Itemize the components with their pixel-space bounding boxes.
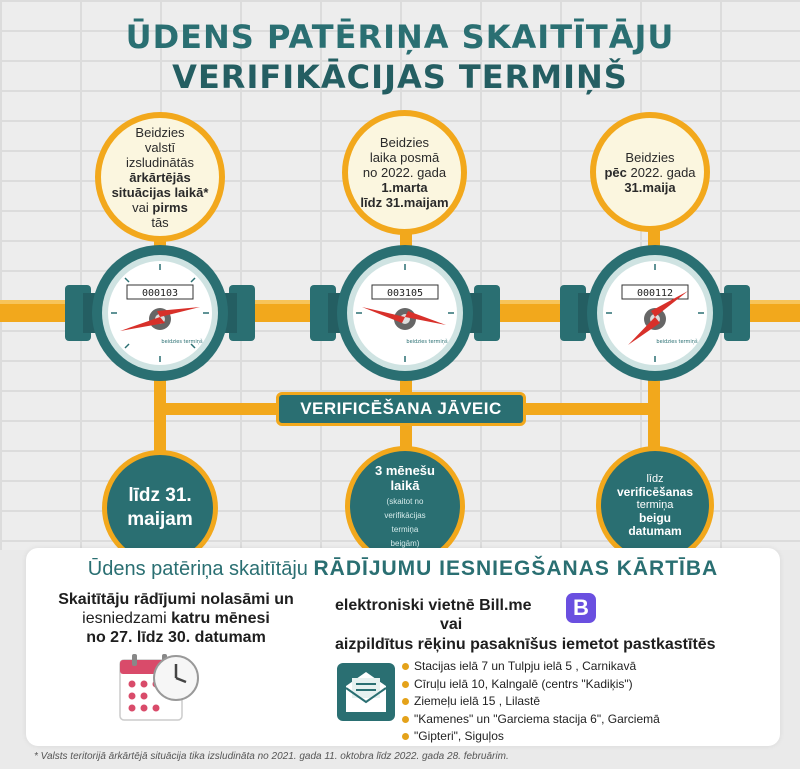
- calendar-clock-icon: [118, 650, 202, 726]
- mailbox-text: aizpildītus rēķinu pasaknīšus iemetot pastkastītēs: [335, 636, 716, 653]
- list-item: Ziemeļu ielā 15 , Lilastē: [400, 693, 660, 711]
- meter-reading: 000112: [636, 288, 674, 299]
- meter-brand: beidzies termiņš: [406, 339, 448, 345]
- deadline-circle-may: līdz 31. maijam: [102, 450, 218, 566]
- meter-reading: 000103: [141, 288, 179, 299]
- page-title-line1: ŪDENS PATĒRIŅA SKAITĪTĀJU: [125, 18, 675, 56]
- condition-bubble-emergency: Beidzies valstī izsludinātās ārkārtējās situācijas laikā* vai pirms tās: [95, 112, 225, 242]
- footnote: * Valsts teritorijā ārkārtējā situācija tika izsludināta no 2021. gada 11. oktobra līdz 2022. gada 28. februārim.: [34, 751, 509, 762]
- page-title-line2: VERIFIKĀCIJAS TERMIŅŠ: [172, 58, 628, 96]
- submission-schedule-text: Skaitītāju rādījumi nolasāmi un iesniedzami katru mēnesi no 27. līdz 30. datumam: [58, 591, 294, 646]
- condition-bubble-march-may: Beidzies laika posmā no 2022. gada 1.marta līdz 31.maijam: [342, 110, 467, 235]
- panel-title: Ūdens patēriņa skaitītāju RĀDĪJUMU IESNIEGŠANAS KĀRTĪBA: [87, 557, 719, 580]
- billme-logo: B: [566, 593, 596, 623]
- water-meter: [560, 245, 750, 385]
- mailbox-address-list: [400, 658, 660, 746]
- billme-text: elektroniski vietnē Bill.me: [335, 597, 532, 614]
- meter-brand: beidzies termiņš: [161, 339, 203, 345]
- list-item: Cīruļu ielā 10, Kalngalē (centrs "Kadiķis"): [400, 676, 660, 694]
- deadline-circle-verification-end: līdz verificēšanas termiņa beigu datumam: [596, 446, 714, 564]
- water-meter: [310, 245, 500, 385]
- deadline-circle-3-months: 3 mēnešu laikā (skaitot no verifikācijas termiņa beigām): [345, 446, 465, 566]
- or-text: vai: [440, 616, 463, 633]
- meter-reading: 003105: [386, 288, 424, 299]
- list-item: "Kamenes" un "Garciema stacija 6", Garciemā: [400, 711, 660, 729]
- list-item: Stacijas ielā 7 un Tulpju ielā 5 , Carnikavā: [400, 658, 660, 676]
- condition-bubble-after-may: Beidzies pēc 2022. gada 31.maija: [590, 112, 710, 232]
- envelope-icon: [336, 662, 396, 722]
- meter-brand: beidzies termiņš: [656, 339, 698, 345]
- list-item: "Gipteri", Siguļos: [400, 728, 660, 746]
- water-meter: [65, 245, 255, 385]
- verification-required-label: VERIFICĒŠANA JĀVEIC: [276, 392, 526, 426]
